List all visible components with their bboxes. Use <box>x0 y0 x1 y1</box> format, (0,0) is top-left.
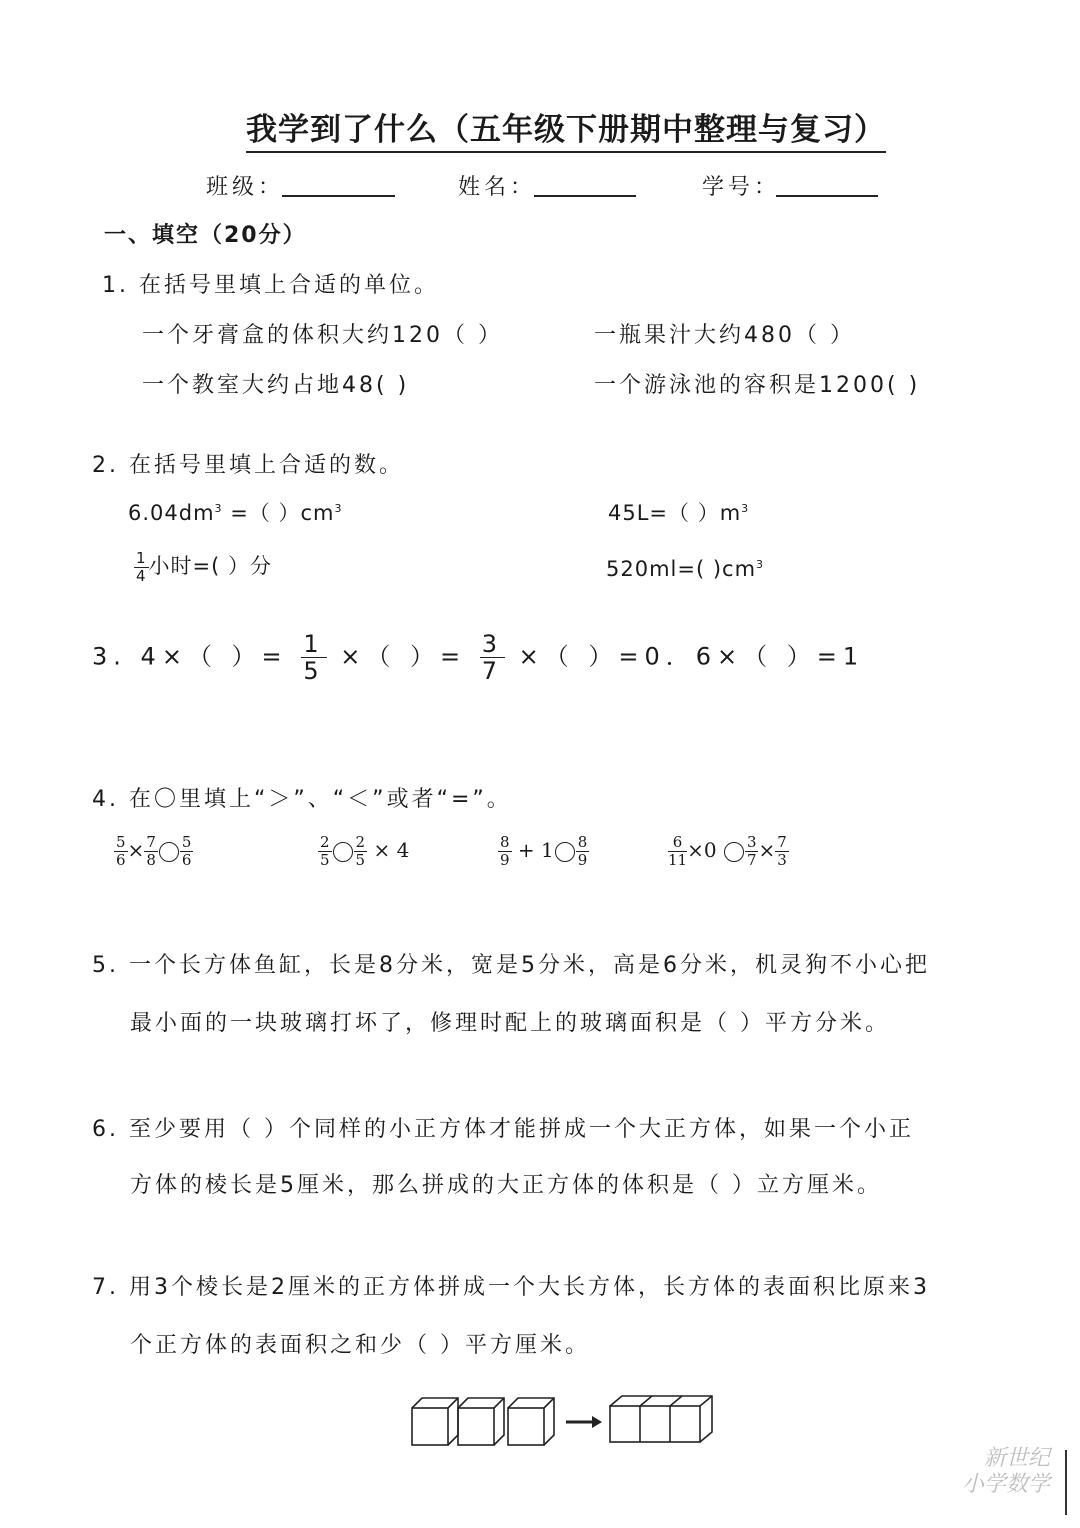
name-blank[interactable] <box>534 195 636 197</box>
q2-item-d: 520ml=( )$cm^3$ <box>606 557 765 581</box>
q4-stem: 4. 在〇里填上“＞”、“＜”或者“=”。 <box>92 787 512 812</box>
q4-expression-2: $\frac{2}{5}$ $\frac{2}{5}$ × 4 <box>320 833 410 869</box>
q1-item-c: 一个教室大约占地48( ) <box>142 373 410 398</box>
compare-circle[interactable] <box>555 842 575 862</box>
student-id-label: 学号： <box>702 175 781 200</box>
compare-circle[interactable] <box>333 842 353 862</box>
q1-stem: 1. 在括号里填上合适的单位。 <box>102 273 439 298</box>
q7-line-2: 个正方体的表面积之和少（ ）平方厘米。 <box>130 1333 590 1358</box>
compare-circle[interactable] <box>159 842 179 862</box>
student-id-blank[interactable] <box>776 195 878 197</box>
fraction: $\frac{3}{7}$ <box>481 630 504 685</box>
class-label: 班级： <box>206 175 285 200</box>
name-label: 姓名： <box>458 175 537 200</box>
page-title: 我学到了什么（五年级下册期中整理与复习） <box>246 104 886 153</box>
fraction: $\frac{1}{5}$ <box>303 630 325 685</box>
q1-item-a: 一个牙膏盒的体积大约120（ ） <box>142 323 503 348</box>
q2-item-c: $\frac{1}{4}$ 小时=( ）分 <box>136 548 273 585</box>
q7-line-1: 7. 用3个棱长是2厘米的正方体拼成一个大长方体，长方体的表面积比原来3 <box>92 1275 930 1300</box>
q1-item-d: 一个游泳池的容积是1200( ) <box>594 373 921 398</box>
q5-line-2: 最小面的一块玻璃打坏了，修理时配上的玻璃面积是（ ）平方分米。 <box>130 1011 890 1036</box>
cube-diagram <box>400 1392 730 1452</box>
q2-item-a: $6.04dm^3$ =（ ）$cm^3$ <box>128 501 343 525</box>
q2-stem: 2. 在括号里填上合适的数。 <box>92 453 404 478</box>
q4-expression-1: $\frac{5}{6}$ × $\frac{7}{8}$ $\frac{5}{6}$ <box>116 833 192 869</box>
q3-equation: 3. 4×（ ）= $\frac{1}{5}$ ×（ ）= $\frac{3}{7}$ ×（ ）=0．6×（ ）=1 <box>92 630 865 685</box>
cuboid <box>610 1396 712 1442</box>
q2-item-b: 45L=（ ）$m^3$ <box>608 501 750 525</box>
fraction: $\frac{1}{4}$ <box>136 548 147 585</box>
margin-rule <box>1065 1450 1067 1515</box>
cube-1 <box>412 1398 458 1445</box>
compare-circle[interactable] <box>724 842 744 862</box>
q6-line-1: 6. 至少要用（ ）个同样的小正方体才能拼成一个大正方体，如果一个小正 <box>92 1117 914 1142</box>
q4-expression-3: $\frac{8}{9}$ + 1 $\frac{8}{9}$ <box>500 833 588 869</box>
watermark: 新世纪 小学数学 <box>961 1446 1050 1497</box>
q6-line-2: 方体的棱长是5厘米，那么拼成的大正方体的体积是（ ）立方厘米。 <box>130 1173 882 1198</box>
section-heading: 一、填空（20分） <box>104 223 307 248</box>
class-blank[interactable] <box>282 195 395 197</box>
q1-item-b: 一瓶果汁大约480（ ） <box>594 323 855 348</box>
q4-expression-4: $\frac{6}{11}$ ×0 $\frac{3}{7}$ × $\frac{7}{3}$ <box>668 833 787 869</box>
cube-2 <box>458 1398 504 1445</box>
arrow-icon <box>566 1416 602 1428</box>
cube-3 <box>508 1398 554 1445</box>
q5-line-1: 5. 一个长方体鱼缸，长是8分米，宽是5分米，高是6分米，机灵狗不小心把 <box>92 953 930 978</box>
